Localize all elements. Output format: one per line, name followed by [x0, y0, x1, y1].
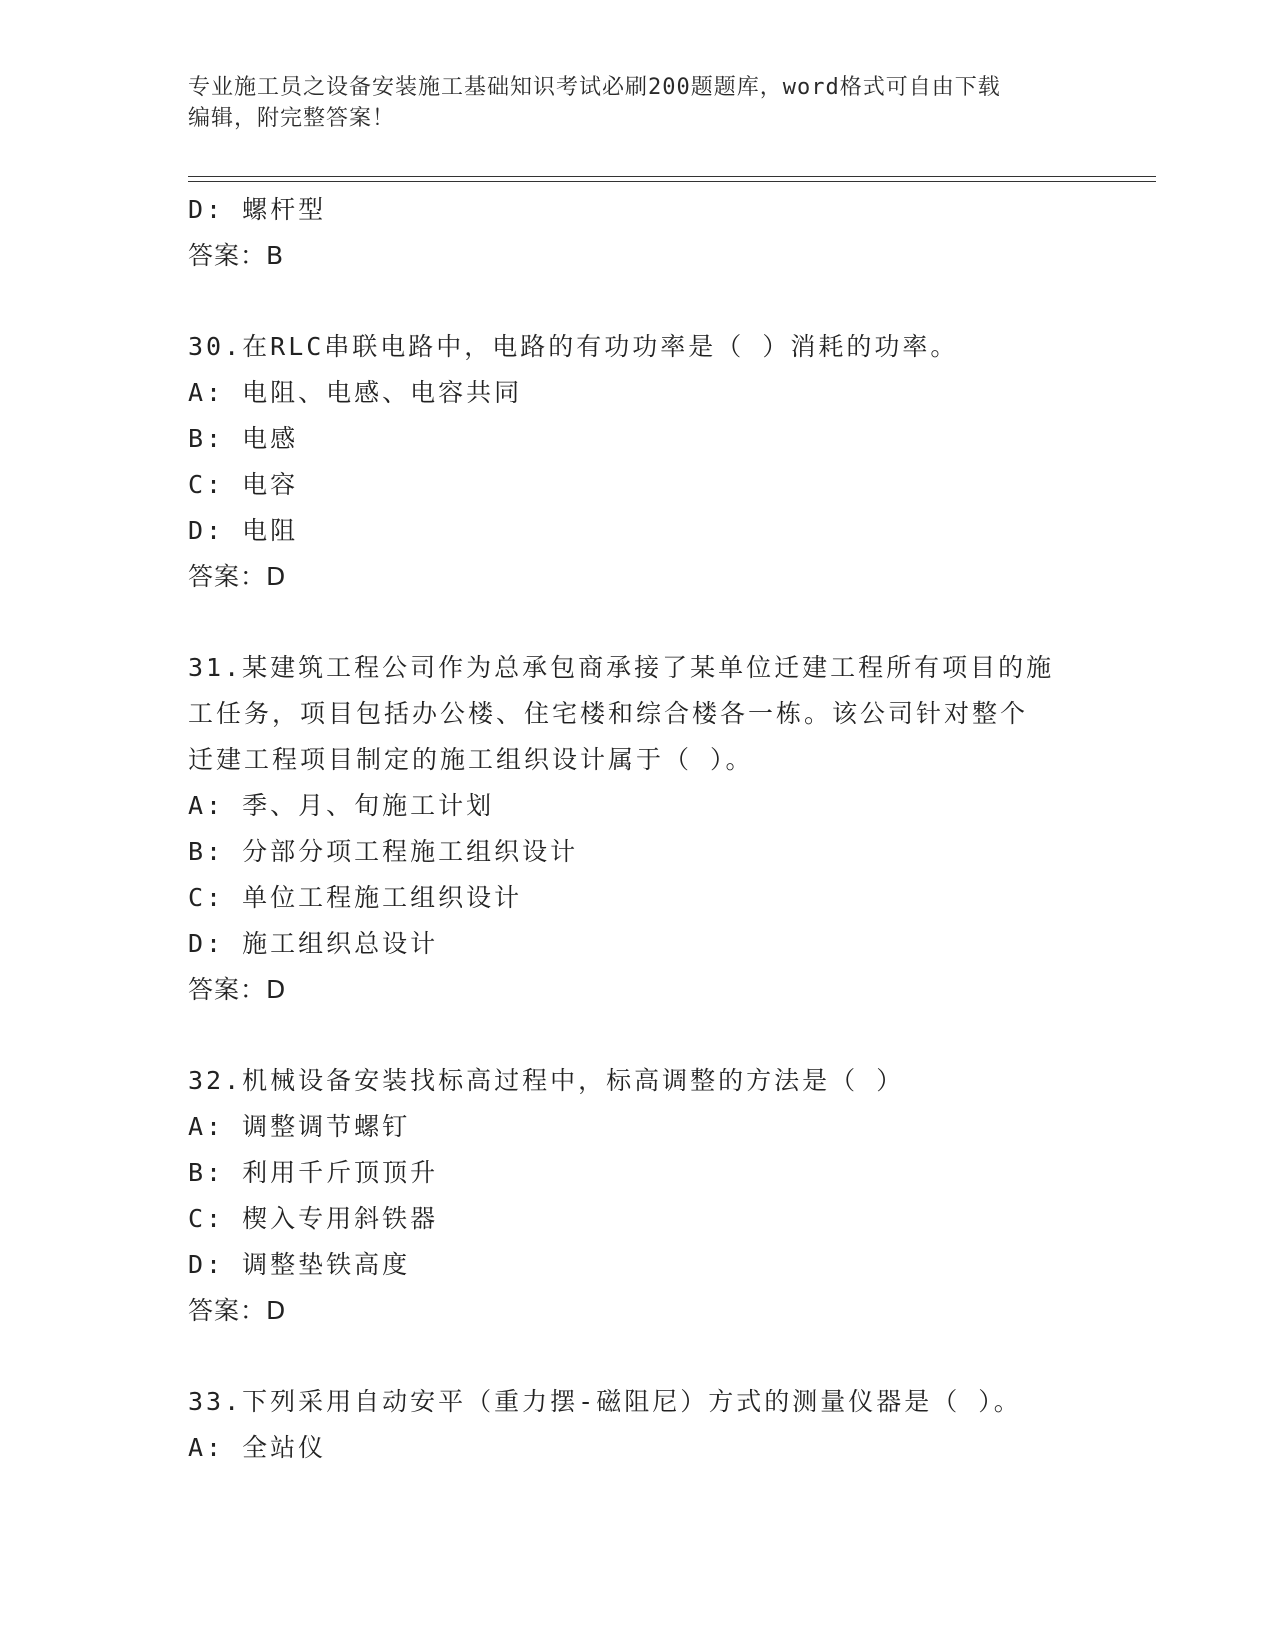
option-c: C: 单位工程施工组织设计	[188, 883, 523, 912]
prev-option-d: D: 螺杆型	[188, 195, 327, 224]
question-text: 30.在RLC串联电路中，电路的有功功率是（ ）消耗的功率。	[188, 332, 959, 361]
option-c: C: 楔入专用斜铁器	[188, 1204, 439, 1233]
answer: 答案：D	[188, 562, 287, 591]
question-30	[188, 324, 1088, 600]
answer: 答案：D	[188, 975, 287, 1004]
spacer	[188, 600, 1088, 645]
question-32	[188, 1058, 1088, 1334]
question-text-line-3: 迁建工程项目制定的施工组织设计属于（ ）。	[188, 745, 754, 774]
option-d: D: 施工组织总设计	[188, 929, 439, 958]
option-a: A: 全站仪	[188, 1433, 327, 1462]
question-list	[188, 187, 1088, 1471]
option-d: D: 电阻	[188, 516, 299, 545]
header-divider-bottom	[188, 181, 1156, 182]
option-d: D: 调整垫铁高度	[188, 1250, 411, 1279]
option-a: A: 电阻、电感、电容共同	[188, 378, 523, 407]
answer: 答案：D	[188, 1296, 287, 1325]
option-b: B: 电感	[188, 424, 299, 453]
spacer	[188, 1334, 1088, 1379]
option-a: A: 调整调节螺钉	[188, 1112, 411, 1141]
question-text-line-2: 工任务，项目包括办公楼、住宅楼和综合楼各一栋。该公司针对整个	[188, 699, 1029, 728]
spacer	[188, 279, 1088, 324]
option-c: C: 电容	[188, 470, 299, 499]
option-a: A: 季、月、旬施工计划	[188, 791, 495, 820]
header-line-1: 专业施工员之设备安装施工基础知识考试必刷200题题库，word格式可自由下载	[188, 75, 1001, 100]
question-text: 32.机械设备安装找标高过程中，标高调整的方法是（ ）	[188, 1066, 905, 1095]
option-b: B: 利用千斤顶顶升	[188, 1158, 439, 1187]
question-33	[188, 1379, 1088, 1471]
header-divider-top	[188, 176, 1156, 177]
document-header	[188, 72, 1088, 134]
spacer	[188, 1013, 1088, 1058]
option-b: B: 分部分项工程施工组织设计	[188, 837, 579, 866]
question-31	[188, 645, 1088, 1013]
prev-answer: 答案：B	[188, 241, 285, 270]
question-text: 33.下列采用自动安平（重力摆-磁阻尼）方式的测量仪器是（ ）。	[188, 1387, 1022, 1416]
question-text-line-1: 31.某建筑工程公司作为总承包商承接了某单位迁建工程所有项目的施	[188, 653, 1055, 682]
header-line-2: 编辑，附完整答案！	[188, 106, 396, 131]
